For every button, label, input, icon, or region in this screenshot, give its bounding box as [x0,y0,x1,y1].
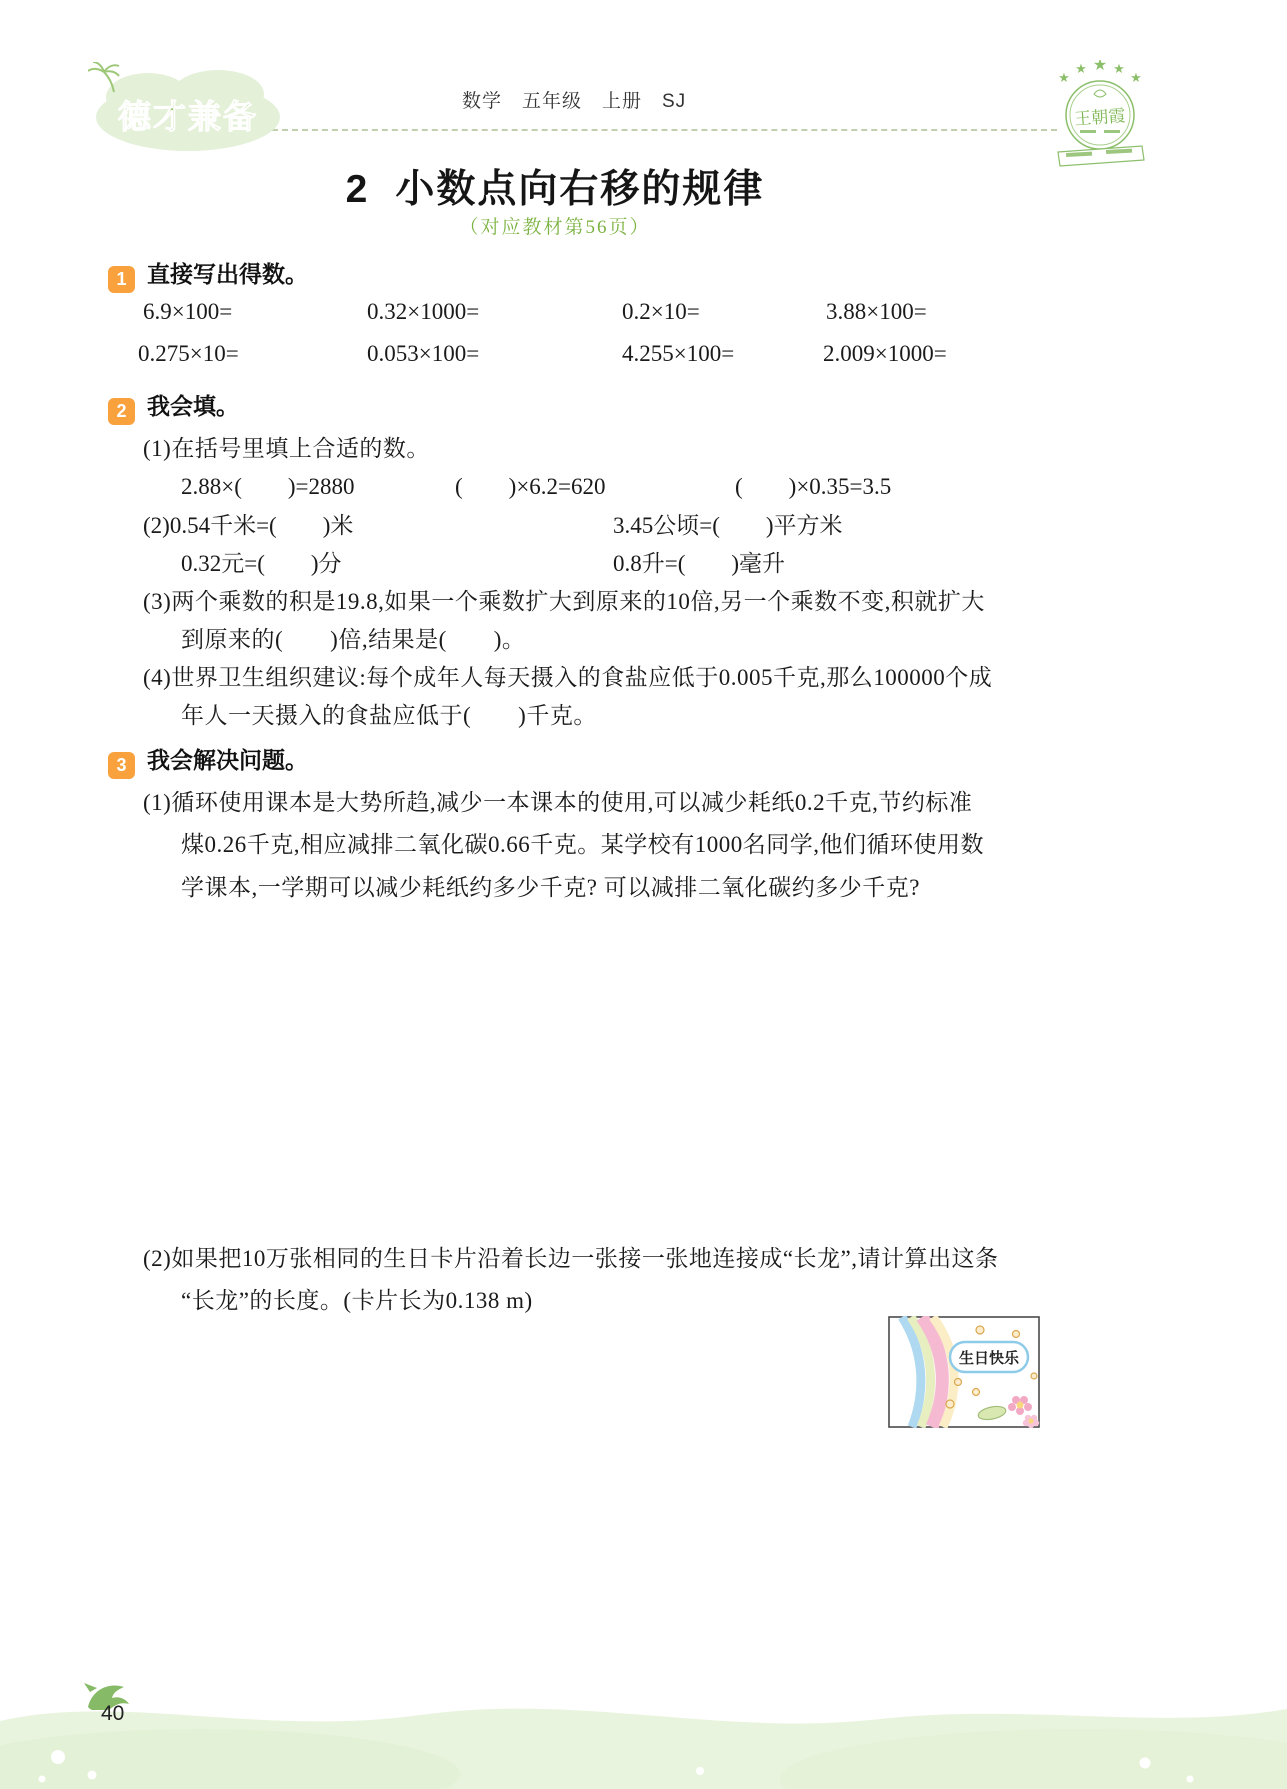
card-label: 生日快乐 [958,1350,1020,1367]
section-3-badge: 3 [108,752,135,779]
svg-text:★: ★ [1075,61,1087,76]
fill-blank: ( )×6.2=620 [455,474,606,499]
word-problem-text: 学课本,一学期可以减少耗纸约多少千克? 可以减排二氧化碳约多少千克? [181,875,920,900]
problem: 6.9×100= [143,299,233,324]
brand-logo [88,62,283,154]
birthday-card-illustration [888,1316,1040,1428]
logo-cloud-icon [88,62,283,154]
lesson-number: 2 [345,168,370,211]
page-subtitle: （对应教材第56页） [459,217,651,238]
problem: 0.32×1000= [367,299,480,324]
fill-blank: 0.8升=( )毫升 [613,551,786,576]
course-info: 数学 五年级 上册 SJ [462,91,687,112]
question-text: (4)世界卫生组织建议:每个成年人每天摄入的食盐应低于0.005千克,那么100000个成 [143,665,993,690]
fill-blank: 2.88×( )=2880 [181,474,355,499]
page-number: 40 [101,1702,125,1725]
question-label: (1)在括号里填上合适的数。 [143,436,430,461]
problem: 3.88×100= [826,299,927,324]
section-1-heading-text: 直接写出得数。 [147,261,308,287]
seal-icon [1050,60,1150,168]
svg-text:★: ★ [1092,60,1108,74]
publisher-seal [1050,60,1150,168]
footer-wave-icon [0,1679,1287,1789]
section-2-badge: 2 [108,398,135,425]
seal-flower-icon [1094,90,1106,97]
word-problem-text: 煤0.26千克,相应减排二氧化碳0.66千克。某学校有1000名同学,他们循环使用数 [181,832,984,857]
section-3-heading-text: 我会解决问题。 [147,747,308,773]
word-problem-text: (1)循环使用课本是大势所趋,减少一本课本的使用,可以减少耗纸0.2千克,节约标准 [143,790,973,815]
word-problem-text: “长龙”的长度。(卡片长为0.138 m) [181,1288,533,1313]
seal-small-text-marks [1080,130,1120,133]
question-text: 年人一天摄入的食盐应低于( )千克。 [181,703,597,728]
problem: 0.053×100= [367,341,480,366]
fill-blank: 0.32元=( )分 [181,551,342,576]
logo-text: 德才兼备 [118,98,258,135]
section-2-heading [108,388,239,425]
svg-text:★: ★ [1130,70,1142,85]
section-3-heading [108,742,308,779]
problem: 0.275×10= [138,341,239,366]
svg-text:★: ★ [1058,70,1070,85]
fill-blank: (2)0.54千米=( )米 [143,513,354,538]
birthday-card-icon [888,1316,1040,1428]
problem: 2.009×1000= [823,341,947,366]
page-title [0,158,1110,214]
lesson-title: 小数点向右移的规律 [395,168,765,211]
svg-text:★: ★ [1113,61,1125,76]
problem: 0.2×10= [622,299,700,324]
problem: 4.255×100= [622,341,735,366]
section-1-badge: 1 [108,266,135,293]
footer-decoration [0,1679,1287,1789]
fill-blank: 3.45公顷=( )平方米 [613,513,843,538]
seal-name: 王朝霞 [1073,106,1126,129]
section-2-heading-text: 我会填。 [147,393,239,419]
fill-blank: ( )×0.35=3.5 [735,474,892,499]
header-divider [262,129,1057,131]
question-text: (3)两个乘数的积是19.8,如果一个乘数扩大到原来的10倍,另一个乘数不变,积就扩大 [143,589,985,614]
question-text: 到原来的( )倍,结果是( )。 [181,627,526,652]
word-problem-text: (2)如果把10万张相同的生日卡片沿着长边一张接一张地连接成“长龙”,请计算出这条 [143,1246,999,1271]
section-1-heading [108,256,308,293]
